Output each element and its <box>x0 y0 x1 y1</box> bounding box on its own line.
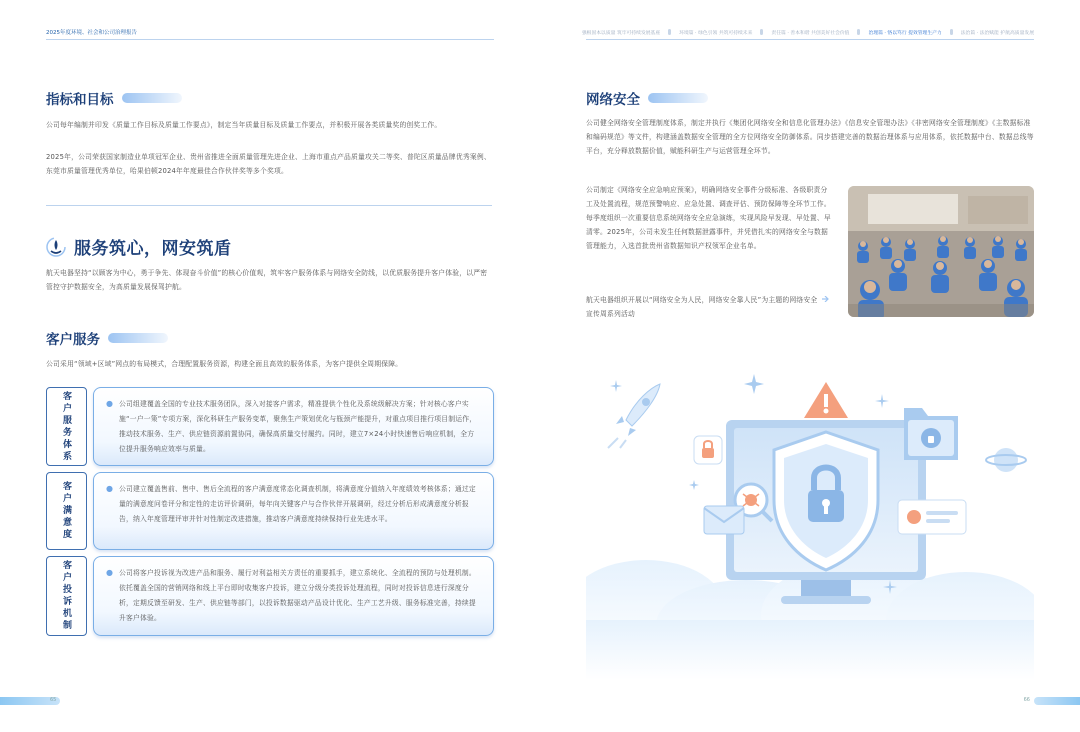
header-divider-right <box>586 39 1034 40</box>
nav-leaf-icon <box>760 29 763 35</box>
chapter-nav-label: 责任篇 · 善本和谐 共创美好社会价值 <box>771 31 850 36</box>
targets-paragraph-1: 公司每年编制并印发《质量工作目标及质量工作要点》，制定当年质量目标及质量工作要点，并积极开展各类质量奖的创奖工作。 <box>46 121 442 129</box>
service-tag <box>46 556 87 636</box>
section-title-text: 网络安全 <box>586 92 640 108</box>
chapter-heading-text: 服务筑心，网安筑盾 <box>74 239 232 259</box>
service-description: 公司组建覆盖全国的专业技术服务团队，深入对接客户需求，精准提供个性化及系统级解决方案；针对核心客户实施“一户一策”专项方案，深化科研生产服务变革，聚焦生产策划优化与瓶颈产能提升，对重点项目推行项目制运作，推动技术服务、生产、供应链资源前置协同，确保高质量交付履约。同时，建立7×24小时快速售后响应机制，全方位提升服务响应效率与质量。 <box>118 400 477 453</box>
targets-paragraph-2: 2025年，公司荣获国家制造业单项冠军企业、贵州省推进全面质量管理先进企业、上海市重点产品质量攻关二等奖、普陀区质量品牌优秀案例、东莞市质量管理优秀单位，哈果伯顿2024年年度最佳合作伙伴奖等多个奖项。 <box>46 153 491 175</box>
photo-caption: 航天电器组织开展以“网络安全为人民，网络安全靠人民”为主题的网络安全宣传周系列活动 <box>586 296 818 318</box>
chapter-nav-item[interactable] <box>679 29 752 36</box>
bullet-icon: ● <box>106 484 113 493</box>
envelope-icon <box>704 506 744 534</box>
chapter-nav-label: 环境篇 · 绿色引领 共筑可持续未来 <box>679 31 753 36</box>
chapter-nav-label: 法治篇 · 法治赋能 护航高质量发展 <box>960 31 1034 36</box>
chapter-nav-label: 治理篇 · 恪以笃行 提效管理生产力 <box>868 31 942 36</box>
title-gradient-decoration <box>122 93 182 103</box>
planet-icon <box>986 448 1026 472</box>
section-title-text: 客户服务 <box>46 332 100 348</box>
section-divider <box>46 205 492 206</box>
nav-leaf-icon <box>857 29 860 35</box>
cybersecurity-paragraph-1: 公司健全网络安全管理制度体系，制定并执行《集团化网络安全和信息化管理办法》《信息安全管理办法》《非密网络安全管理制度》《主数据标准和编码规范》等文件，构建涵盖数据安全管理的全方位网络安全防御体系。同步搭建完善的数据治理体系与应用体系，依托数据中台、数据总线等平台，充分释放数据价值，赋能科研生产与运营管理全环节。 <box>586 119 1034 155</box>
nav-leaf-icon <box>950 29 953 35</box>
service-row <box>46 387 494 466</box>
service-tag <box>46 387 87 466</box>
service-box <box>93 387 494 466</box>
chapter-nav <box>582 29 1034 36</box>
chapter-intro-paragraph: 航天电器坚持“以顾客为中心，勇于争先、体现奋斗价值”的核心价值观，筑牢客户服务体系与网络安全防线，以优质服务提升客户体验，以严密管控守护数据安全，为高质量发展保驾护航。 <box>46 269 488 291</box>
title-gradient-decoration <box>648 93 708 103</box>
warning-icon <box>804 382 848 418</box>
service-box <box>93 472 494 550</box>
secure-folder-icon <box>904 408 958 460</box>
report-title: 2025年度环境、社会和公司治理报告 <box>46 30 137 36</box>
bullet-icon: ● <box>106 568 113 577</box>
chapter-nav-item[interactable] <box>961 29 1034 36</box>
service-tag <box>46 472 87 550</box>
chapter-heading <box>46 234 232 259</box>
rocket-icon <box>608 384 660 448</box>
service-description: 公司将客户投诉视为改进产品和服务、履行对利益相关方责任的重要抓手，建立系统化、全流程的预防与处理机制。依托覆盖全国的营销网络和线上平台即时收集客户投诉，建立分级分类投诉处理流程，同时对投诉信息进行深度分析，定期反馈至研发、生产、供应链等部门，以投诉数据驱动产品设计优化、生产工艺升级、服务标准完善，持续提升客户体验。 <box>118 569 476 622</box>
chapter-nav-label: 强根固本以质量 筑牢可持续发展基座 <box>581 31 661 36</box>
meeting-photo <box>848 186 1034 317</box>
service-row <box>46 556 494 636</box>
rocket-logo-icon <box>46 237 66 257</box>
service-row <box>46 472 494 550</box>
nav-leaf-icon <box>668 29 671 35</box>
bullet-icon: ● <box>106 399 113 408</box>
service-tag-text: 客户投诉机制 <box>61 560 71 632</box>
section-title-text: 指标和目标 <box>46 92 114 108</box>
chapter-nav-item-active[interactable] <box>868 29 941 36</box>
page-number-left: 65 <box>50 697 57 703</box>
chapter-nav-item[interactable] <box>582 29 660 36</box>
section-title-targets <box>46 88 182 108</box>
service-tag-text: 客户满意度 <box>61 481 71 541</box>
service-box <box>93 556 494 636</box>
service-tag-text: 客户服务体系 <box>61 390 71 463</box>
cybersecurity-paragraph-2: 公司制定《网络安全应急响应预案》，明确网络安全事件分级标准、各级职责分工及处置流程，规范预警响应、应急处置、调查评估、预防保障等全环节工作。每季度组织一次重要信息系统网络安全应急演练，实现风险早发现、早处置、早清零。2025年，公司未发生任何数据泄露事件，并凭借扎实的网络安全与数据管理能力，入选首批贵州省数据知识产权领军企业名单。 <box>586 186 831 250</box>
service-description: 公司建立覆盖售前、售中、售后全流程的客户满意度常态化调查机制，将满意度分值纳入年度绩效考核体系；通过定量的满意度问卷评分和定性的走访评价调研，每年向关键客户与合作伙伴开展调研，经过分析后形成满意度分析报告，纳入年度管理评审并针对性制定改进措施，推动客户满意度持续保持行业先进水平。 <box>118 485 476 523</box>
section-title-customer-service <box>46 328 168 348</box>
footer-bar-right <box>1034 697 1080 705</box>
caption-arrow-icon <box>822 296 830 302</box>
title-gradient-decoration <box>108 333 168 343</box>
chapter-nav-item[interactable] <box>771 29 849 36</box>
section-title-cybersecurity <box>586 88 708 108</box>
cybersecurity-illustration <box>586 360 1034 680</box>
page-number-right: 66 <box>1023 697 1030 703</box>
customer-service-paragraph: 公司采用“领域+区域”网点的布局模式，合理配置服务资源，构建全面且高效的服务体系，为客户提供全周期保障。 <box>46 360 403 368</box>
lock-card-icon <box>694 436 722 464</box>
user-card-icon <box>898 500 966 534</box>
header-divider-left <box>46 39 494 40</box>
